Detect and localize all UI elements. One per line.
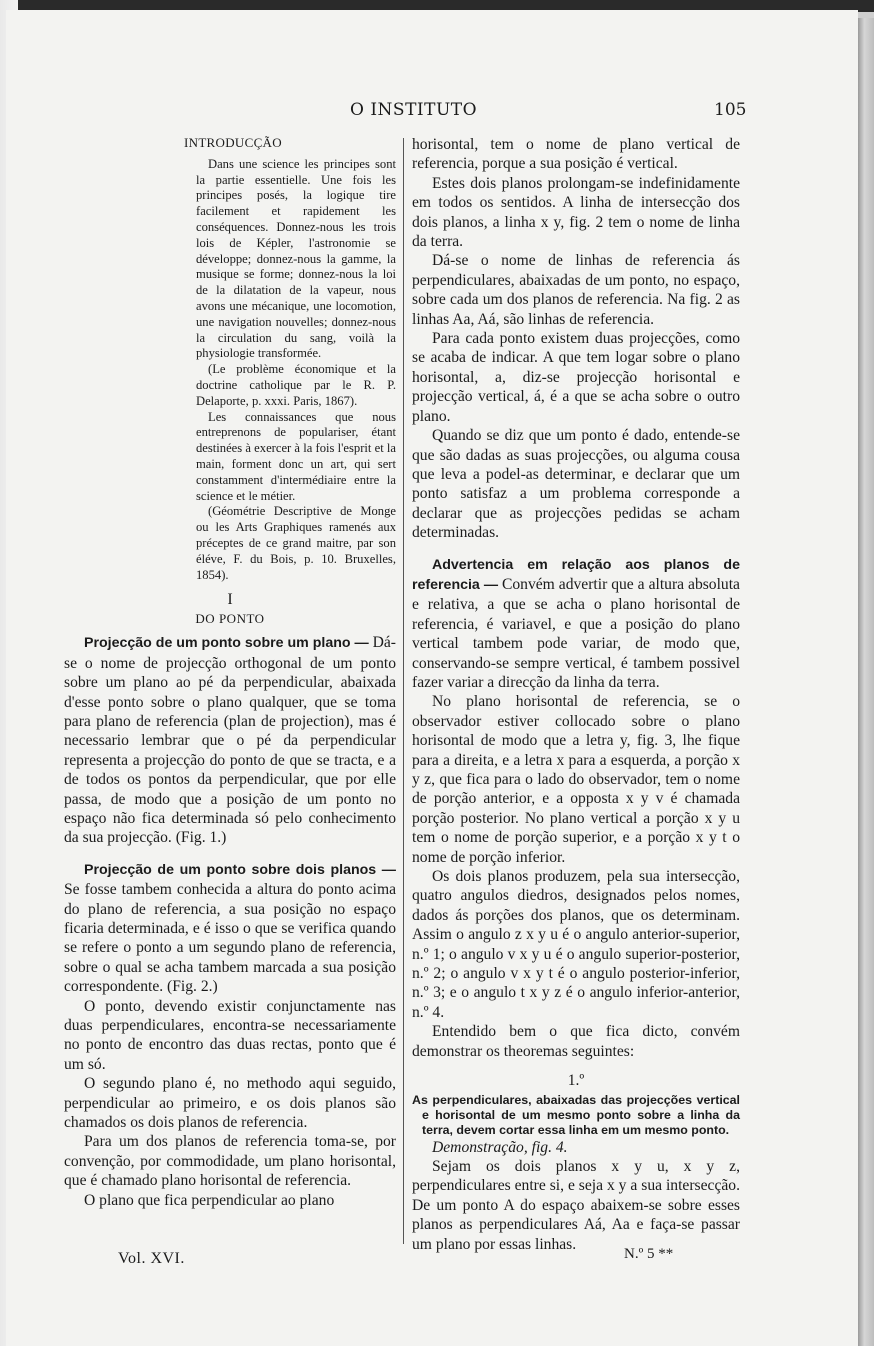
- paragraph: Para um dos planos de referencia toma-se, por convenção, por commodidade, um plano horisontal, que é chamado plano horisontal de referencia.: [64, 1133, 396, 1190]
- paragraph: horisontal, tem o nome de plano vertical de referencia, porque a sua posição é vertical.: [412, 136, 740, 173]
- epigraph-paragraph: Dans une science les principes sont la partie essentielle. Une fois les principes posés, la logique tire facilement et rapidement les conséquences. Donnez-nous les trois lois de Képler, l'astronomie se développe; donnez-nous la gamme, la musique se forme; donnez-nous la loi de la dilatation de la vapeur, nous avons une mécanique, une locomotion, une navigation nouvelles; donnez-nous la circulation du sang, voilà la physiologie transformée.: [196, 156, 396, 361]
- column-divider: [403, 138, 404, 1244]
- paragraph: Dá-se o nome de projecção orthogonal de um ponto sobre um plano ao pé da perpendicular, abaixada d'esse ponto sobre o plano qualquer, que se toma para plano de referencia (plan de projection), mas é necessario lembrar que o pé da perpendicular representa a projecção do ponto de que se tracta, e a de todos os pontos da perpendicular, que por elle passa, de modo que a posição de um ponto no espaço não fica determinada só pelo conhecimento da sua projecção. (Fig. 1.): [64, 634, 396, 847]
- paragraph: O segundo plano é, no methodo aqui seguido, perpendicular ao primeiro, e os dois planos são chamados os dois planos de referencia.: [64, 1075, 396, 1132]
- paragraph: Para cada ponto existem duas projecções, como se acaba de indicar. A que tem logar sobre o plano horisontal, a, diz-se projecção horisontal e projecção vertical, á, é a que se acha sobre o outro plano.: [412, 330, 740, 425]
- introduction-epigraph: [184, 135, 396, 583]
- introduction-label: INTRODUCÇÃO: [184, 135, 282, 150]
- page-number: 105: [714, 100, 747, 120]
- epigraph-paragraph: Les connaissances que nous entreprenons de populariser, étant destinées à exercer à la fois l'esprit et la main, forment donc un art, qui sert constamment d'intermédiaire entre la science et le métier.: [196, 409, 396, 503]
- theorem-statement: As perpendiculares, abaixadas das projecções vertical e horisontal de um mesmo ponto sobre a linha da terra, devem cortar essa linha em um mesmo ponto.: [412, 1092, 740, 1137]
- epigraph-citation: (Géométrie Descriptive de Monge ou les Arts Graphiques ramenés aux préceptes de ce grand maitre, par son éléve, F. du Bois, p. 10. Bruxelles, 1854).: [196, 504, 396, 582]
- section-title: DO PONTO: [195, 611, 265, 627]
- paragraph: Os dois planos produzem, pela sua intersecção, quatro angulos diedros, designados pelos nomes, dados ás porções dos planos, que os determinam. Assim o angulo z x y u é o angulo anterior-superior, n.º 1; o angulo v x y u é o angulo superior-posterior, n.º 2; o angulo v x y t é o angulo posterior-inferior, n.º 3; e o angulo t x y z é o angulo inferior-anterior, n.º 4.: [412, 868, 740, 1021]
- paragraph: Entendido bem o que fica dicto, convém demonstrar os theoremas seguintes:: [412, 1023, 740, 1060]
- volume-label: Vol. XVI.: [118, 1250, 185, 1267]
- demonstration-heading: Demonstração, fig. 4.: [432, 1138, 568, 1156]
- subsection-heading: Advertencia em relação aos planos de referencia —: [412, 556, 740, 593]
- section-numeral: I: [227, 591, 233, 609]
- paragraph: Sejam os dois planos x y u, x y z, perpendiculares entre si, e seja x y a sua intersecção. De um ponto A do espaço abaixem-se sobre esses planos as perpendiculares Aá, Aa e faça-se passar um plano por essas linhas.: [412, 1157, 740, 1253]
- paragraph: Dá-se o nome de linhas de referencia ás perpendiculares, abaixadas de um ponto, no espaço, sobre cada um dos planos de referencia. Na fig. 2 as linhas Aa, Aá, são linhas de referencia.: [412, 252, 740, 328]
- paragraph: Quando se diz que um ponto é dado, entende-se que são dadas as suas projecções, ou alguma cousa que leva a podel-as determinar, e declarar que um ponto satisfaz a um problema corresponde a declarar que as projecções pedidas se acham determinadas.: [412, 427, 740, 542]
- running-title: O INSTITUTO: [350, 100, 478, 120]
- paragraph: Convém advertir que a altura absoluta e relativa, a que se acha o plano horisontal de referencia, é variavel, e que a posição do plano vertical tambem pode variar, de modo que, conservando-se sempre vertical, é tambem possivel fazer variar a direcção da linha da terra.: [412, 575, 740, 691]
- subsection-heading: Projecção de um ponto sobre um plano —: [84, 635, 369, 652]
- right-body-text: [412, 135, 740, 1254]
- theorem-number: 1.º: [567, 1072, 585, 1090]
- paragraph: O plano que fica perpendicular ao plano: [84, 1191, 335, 1209]
- epigraph-citation: (Le problème économique et la doctrine catholique par le R. P. Delaporte, p. xxxi. Paris, 1867).: [196, 362, 396, 408]
- paragraph: Estes dois planos prolongam-se indefinidamente em todos os sentidos. A linha de intersecção dos dois planos, a linha x y, fig. 2 tem o nome de linha da terra.: [412, 174, 740, 251]
- page-edge-shadow: [858, 18, 874, 1346]
- signature-mark: N.º 5 **: [624, 1246, 674, 1262]
- right-column: [412, 135, 740, 1254]
- left-column: [64, 135, 396, 1210]
- paragraph: No plano horisontal de referencia, se o observador estiver collocado sobre o plano horisontal de modo que a letra y, fig. 3, lhe fique para a direita, e a letra x para a esquerda, a porção x y z, que fica para o lado do observador, tem o nome de porção anterior, e a opposta x y v é chamada porção posterior. No plano vertical a porção x y u tem o nome de porção superior, e a porção x y t o nome de porção inferior.: [412, 693, 740, 866]
- left-body-text: [64, 633, 396, 1210]
- paragraph: Se fosse tambem conhecida a altura do ponto acima do plano de referencia, a sua posição no espaço ficaria determinada, e é isso o que se verifica quando se refere o ponto a um segundo plano de referencia, sobre o qual se acha tambem marcada a sua posição correspondente. (Fig. 2.): [64, 881, 396, 996]
- subsection-heading: Projecção de um ponto sobre dois planos —: [84, 861, 396, 878]
- paragraph: O ponto, devendo existir conjunctamente nas duas perpendiculares, encontra-se necessariamente no ponto de encontro das duas rectas, ponto que é um só.: [64, 997, 396, 1073]
